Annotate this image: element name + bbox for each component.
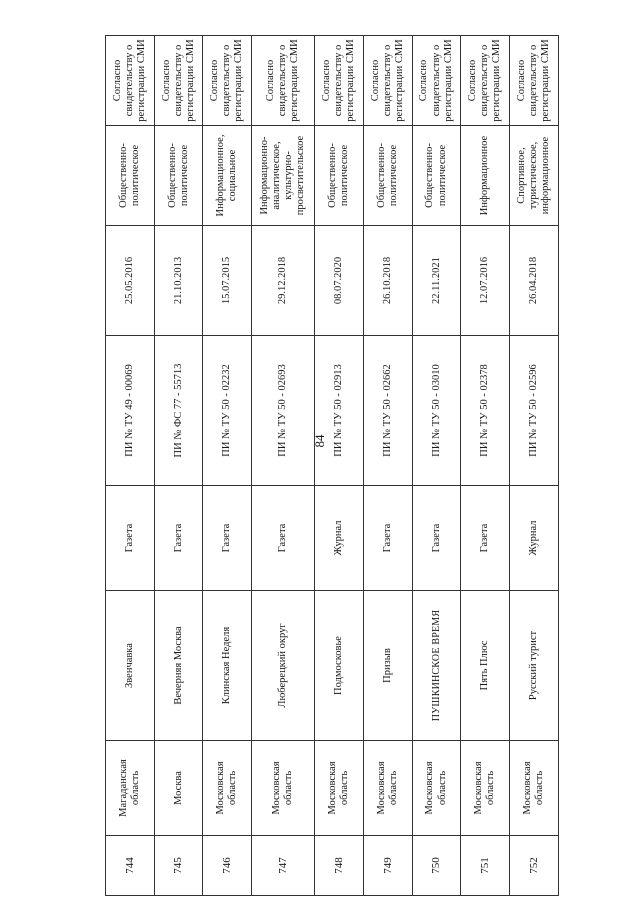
media-form-cell: Газета — [363, 486, 412, 591]
topic-cell: Общественно-политическое — [154, 126, 203, 226]
topic-cell: Информационно-аналитическое, культурно-просветительское — [252, 126, 315, 226]
row-number: 748 — [315, 836, 364, 896]
language-cell: Согласно свидетельству о регистрации СМИ — [315, 36, 364, 126]
registration-number-cell: ПИ № ТУ 49 - 00069 — [106, 336, 155, 486]
row-number: 749 — [363, 836, 412, 896]
media-name-cell: Клинская Неделя — [203, 591, 252, 741]
registration-date-cell: 26.10.2018 — [363, 226, 412, 336]
media-name-cell: ПУШКИНСКОЕ ВРЕМЯ — [412, 591, 461, 741]
media-name-cell: Призыв — [363, 591, 412, 741]
media-form-cell: Газета — [412, 486, 461, 591]
language-cell: Согласно свидетельству о регистрации СМИ — [154, 36, 203, 126]
row-number: 747 — [252, 836, 315, 896]
page-number: 84 — [312, 434, 327, 448]
language-cell: Согласно свидетельству о регистрации СМИ — [412, 36, 461, 126]
region-cell: Московская область — [412, 741, 461, 836]
region-cell: Московская область — [203, 741, 252, 836]
language-cell: Согласно свидетельству о регистрации СМИ — [461, 36, 510, 126]
registration-number-cell: ПИ № ТУ 50 - 02378 — [461, 336, 510, 486]
media-form-cell: Газета — [106, 486, 155, 591]
row-number: 751 — [461, 836, 510, 896]
table-row — [252, 36, 315, 896]
media-form-cell: Журнал — [315, 486, 364, 591]
media-name-cell: Вечерняя Москва — [154, 591, 203, 741]
region-cell: Московская область — [461, 741, 510, 836]
language-cell: Согласно свидетельству о регистрации СМИ — [203, 36, 252, 126]
region-cell: Московская область — [510, 741, 559, 836]
topic-cell: Информационное, социальное — [203, 126, 252, 226]
topic-cell: Общественно-политическое — [106, 126, 155, 226]
table-row — [510, 36, 559, 896]
region-cell: Московская область — [315, 741, 364, 836]
topic-cell: Спортивное, туристическое, информационное — [510, 126, 559, 226]
row-number: 745 — [154, 836, 203, 896]
language-cell: Согласно свидетельству о регистрации СМИ — [363, 36, 412, 126]
registration-date-cell: 12.07.2016 — [461, 226, 510, 336]
media-form-cell: Газета — [203, 486, 252, 591]
registry-table — [105, 35, 559, 896]
topic-cell: Общественно-политическое — [315, 126, 364, 226]
media-name-cell: Люберецкий округ — [252, 591, 315, 741]
language-cell: Согласно свидетельству о регистрации СМИ — [106, 36, 155, 126]
media-form-cell: Газета — [461, 486, 510, 591]
table-row — [412, 36, 461, 896]
language-cell: Согласно свидетельству о регистрации СМИ — [510, 36, 559, 126]
table-row — [106, 36, 155, 896]
registration-date-cell: 22.11.2021 — [412, 226, 461, 336]
media-name-cell: Русский турист — [510, 591, 559, 741]
registration-number-cell: ПИ № ТУ 50 - 02693 — [252, 336, 315, 486]
row-number: 750 — [412, 836, 461, 896]
row-number: 752 — [510, 836, 559, 896]
table-row — [315, 36, 364, 896]
topic-cell: Общественно-политическое — [412, 126, 461, 226]
region-cell: Московская область — [252, 741, 315, 836]
region-cell: Москва — [154, 741, 203, 836]
table-row — [154, 36, 203, 896]
language-cell: Согласно свидетельству о регистрации СМИ — [252, 36, 315, 126]
registration-number-cell: ПИ № ТУ 50 - 02913 — [315, 336, 364, 486]
registration-date-cell: 29.12.2018 — [252, 226, 315, 336]
table-row — [461, 36, 510, 896]
topic-cell: Общественно-политическое — [363, 126, 412, 226]
media-name-cell: Пять Плюс — [461, 591, 510, 741]
registration-number-cell: ПИ № ФС 77 - 55713 — [154, 336, 203, 486]
media-form-cell: Газета — [252, 486, 315, 591]
registration-date-cell: 25.05.2016 — [106, 226, 155, 336]
registration-number-cell: ПИ № ТУ 50 - 02596 — [510, 336, 559, 486]
topic-cell: Информационное — [461, 126, 510, 226]
registration-number-cell: ПИ № ТУ 50 - 03010 — [412, 336, 461, 486]
media-name-cell: Подмосковье — [315, 591, 364, 741]
media-name-cell: Звенчавка — [106, 591, 155, 741]
registration-date-cell: 21.10.2013 — [154, 226, 203, 336]
registration-number-cell: ПИ № ТУ 50 - 02662 — [363, 336, 412, 486]
region-cell: Магаданская область — [106, 741, 155, 836]
registration-date-cell: 26.04.2018 — [510, 226, 559, 336]
media-form-cell: Журнал — [510, 486, 559, 591]
registry-table-rotated — [105, 36, 559, 896]
region-cell: Московская область — [363, 741, 412, 836]
registration-date-cell: 08.07.2020 — [315, 226, 364, 336]
table-row — [203, 36, 252, 896]
registration-date-cell: 15.07.2015 — [203, 226, 252, 336]
table-row — [363, 36, 412, 896]
registration-number-cell: ПИ № ТУ 50 - 02232 — [203, 336, 252, 486]
media-form-cell: Газета — [154, 486, 203, 591]
row-number: 746 — [203, 836, 252, 896]
row-number: 744 — [106, 836, 155, 896]
